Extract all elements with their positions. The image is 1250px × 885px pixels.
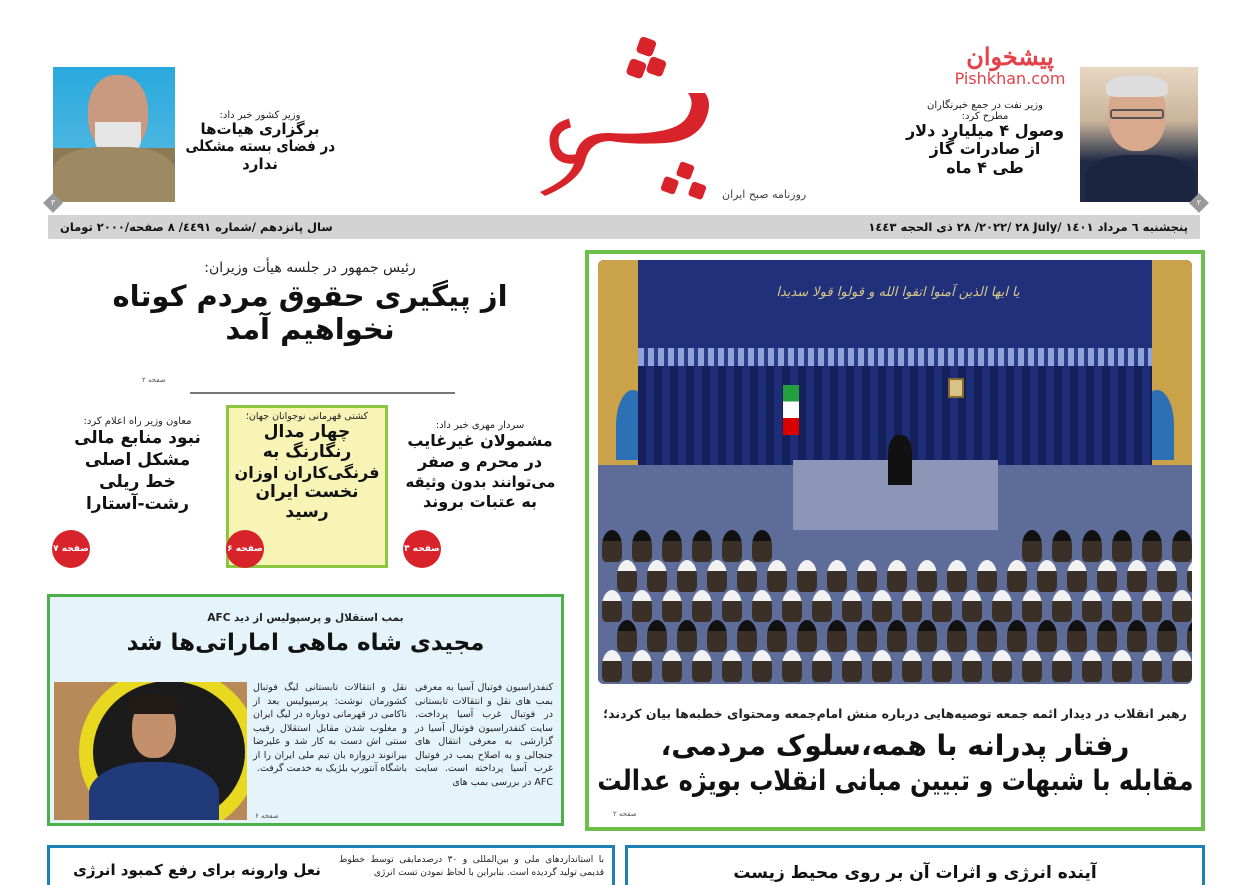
fit-text: رسید <box>285 502 329 523</box>
fit-text: خط ریلی <box>99 472 176 493</box>
audience-member <box>1097 620 1117 652</box>
story-kicker <box>229 411 385 422</box>
oil-minister-photo <box>1080 67 1198 202</box>
watermark: پیشخوان Pishkhan.com <box>954 42 1066 89</box>
fit-text: وصول ۴ میلیارد دلار <box>905 121 1065 140</box>
fit-text: بمب استقلال و پرسپولیس از دید AFC <box>207 612 404 624</box>
audience-member <box>1127 560 1147 592</box>
audience-member <box>1142 530 1162 562</box>
audience-member <box>602 530 622 562</box>
audience-member <box>767 620 787 652</box>
audience-member <box>1082 530 1102 562</box>
audience-member <box>962 650 982 682</box>
audience-member <box>1007 620 1027 652</box>
fit-text: برگزاری هیات‌ها <box>200 120 320 138</box>
audience-member <box>602 590 622 622</box>
story-headline-line <box>90 280 530 313</box>
audience-member <box>707 620 727 652</box>
audience-member <box>902 650 922 682</box>
leader-meeting-photo <box>598 260 1192 684</box>
audience-member <box>857 560 877 592</box>
audience-member <box>1142 650 1162 682</box>
story-kicker <box>60 416 215 427</box>
audience-member <box>692 590 712 622</box>
bottom-right-story[interactable] <box>625 845 1205 885</box>
interior-minister-photo <box>53 67 175 202</box>
story-headline <box>50 630 561 656</box>
story-headline-line <box>60 471 215 493</box>
fit-text: طی ۴ ماه <box>946 157 1024 177</box>
audience-member <box>782 590 802 622</box>
audience-member <box>797 560 817 592</box>
fit-text: از صادرات گاز <box>929 139 1041 159</box>
fit-text: نخست ایران <box>255 481 359 502</box>
audience-member <box>722 590 742 622</box>
majidi-photo <box>54 682 247 820</box>
audience-member <box>1022 530 1042 562</box>
issue-info: سال پانزدهم /شماره ٤٤٩١/ ٨ صفحه/٢٠٠٠ تومان <box>60 220 333 234</box>
story-headline-line <box>597 765 1193 797</box>
audience-member <box>932 650 952 682</box>
audience-member <box>1007 560 1027 592</box>
story-kicker <box>50 612 561 624</box>
audience-member <box>737 560 757 592</box>
audience-member <box>737 620 757 652</box>
audience-member <box>827 620 847 652</box>
audience-member <box>1142 590 1162 622</box>
audience-member <box>1157 620 1177 652</box>
story-headline-line <box>900 159 1070 177</box>
story-headline-line <box>405 473 555 493</box>
page-marker: ۳ <box>43 193 63 213</box>
fit-text: در محرم و صفر <box>417 451 543 471</box>
masthead-logo <box>530 28 810 213</box>
audience-member <box>752 650 772 682</box>
audience-member <box>1082 590 1102 622</box>
audience-member <box>617 560 637 592</box>
main-photo-story[interactable] <box>585 250 1205 831</box>
story-headline-line <box>60 493 215 515</box>
audience-member <box>1037 560 1057 592</box>
fit-text: مقابله با شبهات و تبیین مبانی انقلاب بویژه عدالت <box>596 764 1194 797</box>
story-kicker: وزیر نفت در جمع خبرنگاران مطرح کرد: <box>927 100 1043 122</box>
audience-member <box>1052 590 1072 622</box>
audience-member <box>932 590 952 622</box>
story-headline-line <box>229 482 385 502</box>
audience-member <box>1157 560 1177 592</box>
audience-member <box>617 620 637 652</box>
audience-member <box>992 590 1012 622</box>
story-headline-line <box>405 431 555 452</box>
story-kicker <box>90 260 530 276</box>
fit-text: رئیس جمهور در جلسه هیأت وزیران: <box>204 260 416 276</box>
audience-member <box>647 620 667 652</box>
page-ref: صفحه ۶ <box>255 812 279 820</box>
top-right-story[interactable] <box>900 100 1070 177</box>
story-column: نقل و انتقالات تابستانی لیگ فوتبال کشورمان نوشت: پرسپولیس بعد از ناکامی در قهرمانی دوباره در لیگ ایران و مغلوب شدن مقابل استقلال رقیب سنتی اش دست به کار شد و علیرضا بیرانوند دروازه بان تیم ملی ایران را از باشگاه آنتورپ بلژیک به خدمت گرفت. <box>253 682 407 774</box>
page-ref: صفحه ۲ <box>142 376 166 384</box>
small-story-railway[interactable] <box>60 416 215 515</box>
audience-member <box>1067 560 1087 592</box>
fit-text: ندارد <box>242 154 278 173</box>
masthead-tagline: روزنامه صبح ایران <box>722 188 807 201</box>
small-story-pilgrims[interactable] <box>405 420 555 513</box>
audience-member <box>887 620 907 652</box>
fit-text: می‌توانند بدون وثیقه <box>405 472 555 491</box>
audience-member <box>1112 530 1132 562</box>
story-headline-line <box>900 140 1070 158</box>
story-kicker: وزیر کشور خبر داد: <box>219 110 301 121</box>
fit-text: معاون وزیر راه اعلام کرد: <box>83 416 192 427</box>
fit-text: به عتبات بروند <box>422 492 538 512</box>
audience-member <box>992 650 1012 682</box>
audience-member <box>797 620 817 652</box>
audience-member <box>1187 560 1192 592</box>
audience-member <box>1022 590 1042 622</box>
audience-member <box>1037 620 1057 652</box>
audience-member <box>962 590 982 622</box>
audience-member <box>692 650 712 682</box>
audience-member <box>1112 650 1132 682</box>
fit-text: سردار مهری خبر داد: <box>435 420 525 431</box>
audience-member <box>872 650 892 682</box>
fit-text: کشتی قهرمانی نوجوانان جهان؛ <box>245 411 369 422</box>
audience-member <box>1127 620 1147 652</box>
fit-text: در فضای بسته مشکلی <box>185 137 335 156</box>
story-headline-line <box>60 449 215 471</box>
fit-text: رنگارنگ به <box>262 442 352 463</box>
story-headline-line <box>229 442 385 462</box>
story-headline-line <box>229 463 385 482</box>
audience-member <box>1052 530 1072 562</box>
fit-text: نبود منابع مالی <box>74 428 201 448</box>
fit-text: یا ایها الذین آمنوا اتقوا الله و قولوا قولا سدیدا <box>776 285 1020 300</box>
fit-text: رهبر انقلاب در دیدار ائمه جمعه توصیه‌هایی درباره منش امام‌جمعه ومحتوای خطبه‌ها بیان کردند؛ <box>603 706 1187 721</box>
audience-member <box>902 590 922 622</box>
story-body: با استانداردهای ملی و بین‌المللی و ۳۰ درصدمابقی توسط خطوط قدیمی تولید گردیده است. بنابراین با لحاظ نمودن تست انرژی <box>339 855 604 878</box>
audience-member <box>1112 590 1132 622</box>
audience-member <box>632 590 652 622</box>
audience-member <box>977 620 997 652</box>
audience-member <box>872 590 892 622</box>
story-headline-line <box>900 122 1070 140</box>
story-headline-line <box>597 730 1193 762</box>
audience-member <box>722 650 742 682</box>
audience-member <box>917 560 937 592</box>
audience-member <box>677 620 697 652</box>
story-headline-line <box>185 138 335 155</box>
story-headline-line <box>405 452 555 473</box>
audience-member <box>1172 530 1192 562</box>
fit-text: رشت-آستارا <box>85 494 190 515</box>
page-badge[interactable]: صفحه ۷ <box>52 530 90 568</box>
audience-member <box>842 590 862 622</box>
story-headline-line <box>229 502 385 522</box>
divider <box>190 392 455 394</box>
bottom-left-story[interactable] <box>47 845 615 885</box>
audience-member <box>632 530 652 562</box>
fit-text: مشکل اصلی <box>84 450 191 471</box>
audience-member <box>977 560 997 592</box>
fit-text: مشمولان غیرغایب <box>407 431 553 450</box>
audience-member <box>767 560 787 592</box>
audience-member <box>1172 590 1192 622</box>
audience-member <box>692 530 712 562</box>
banner-inscription <box>748 285 1048 300</box>
audience-member <box>662 650 682 682</box>
audience-member <box>1052 650 1072 682</box>
audience-member <box>677 560 697 592</box>
fit-text: آینده انرژی و اثرات آن بر روی محیط زیست <box>733 863 1097 883</box>
story-headline-line <box>185 156 335 173</box>
audience-member <box>812 650 832 682</box>
story-headline-line <box>90 313 530 346</box>
logo-icon <box>530 28 810 213</box>
audience-member <box>947 620 967 652</box>
fit-text: از پیگیری حقوق مردم کوتاه <box>112 279 508 313</box>
top-left-story[interactable] <box>185 110 335 173</box>
story-headline-line <box>60 427 215 449</box>
audience-member <box>1082 650 1102 682</box>
date-bar <box>48 215 1200 239</box>
audience-member <box>842 650 862 682</box>
page-badge[interactable]: صفحه ۶ <box>226 530 264 568</box>
lead-story[interactable] <box>90 260 530 347</box>
page-ref: صفحه ۲ <box>613 810 637 818</box>
fit-text: نخواهیم آمد <box>225 312 395 347</box>
audience-member <box>887 560 907 592</box>
audience-member <box>857 620 877 652</box>
story-kicker <box>597 706 1193 721</box>
audience-member <box>662 590 682 622</box>
sports-story-box[interactable] <box>47 594 564 826</box>
audience-member <box>947 560 967 592</box>
fit-text: نعل وارونه برای رفع کمبود انرژی <box>73 861 321 879</box>
fit-text: چهار مدال <box>263 422 351 442</box>
audience-member <box>1097 560 1117 592</box>
fit-text: فرنگی‌کاران اوزان <box>234 462 380 482</box>
audience-member <box>812 590 832 622</box>
audience-member <box>1187 620 1192 652</box>
audience <box>598 530 1192 684</box>
audience-member <box>752 530 772 562</box>
audience-member <box>782 650 802 682</box>
audience-member <box>827 560 847 592</box>
audience-member <box>1172 650 1192 682</box>
page-marker: ۲ <box>1189 193 1209 213</box>
story-headline-line <box>405 492 555 513</box>
story-kicker <box>405 420 555 431</box>
audience-member <box>602 650 622 682</box>
issue-date: پنجشنبه ٦ مرداد ١٤٠١ /July ٢٨ /٢٠٢٢/ ٢٨ ذی الحجه ١٤٤٣ <box>868 220 1188 234</box>
audience-member <box>662 530 682 562</box>
audience-member <box>752 590 772 622</box>
story-headline <box>72 862 322 879</box>
fit-text: رفتار پدرانه با همه،سلوک مردمی، <box>660 729 1130 762</box>
audience-member <box>647 560 667 592</box>
audience-member <box>917 620 937 652</box>
audience-member <box>1067 620 1087 652</box>
audience-member <box>707 560 727 592</box>
audience-member <box>722 530 742 562</box>
story-headline-line <box>229 422 385 442</box>
audience-member <box>1022 650 1042 682</box>
story-column: کنفدراسیون فوتبال آسیا به معرفی بمب های نقل و انتقالات تابستانی در فوتبال غرب آسیا پرداخت. سایت کنفدراسیون فوتبال آسیا در گزارشی به معرفی انتقال های جنجالی و به اصلاح بمب در فوتبال غرب آسیا پرداخته است. سایت AFC در بررسی بمب های <box>415 682 553 788</box>
story-headline-line <box>185 121 335 138</box>
audience-member <box>632 650 652 682</box>
page-badge[interactable]: صفحه ۳ <box>403 530 441 568</box>
fit-text: مجیدی شاه ماهی اماراتی‌ها شد <box>126 630 485 656</box>
